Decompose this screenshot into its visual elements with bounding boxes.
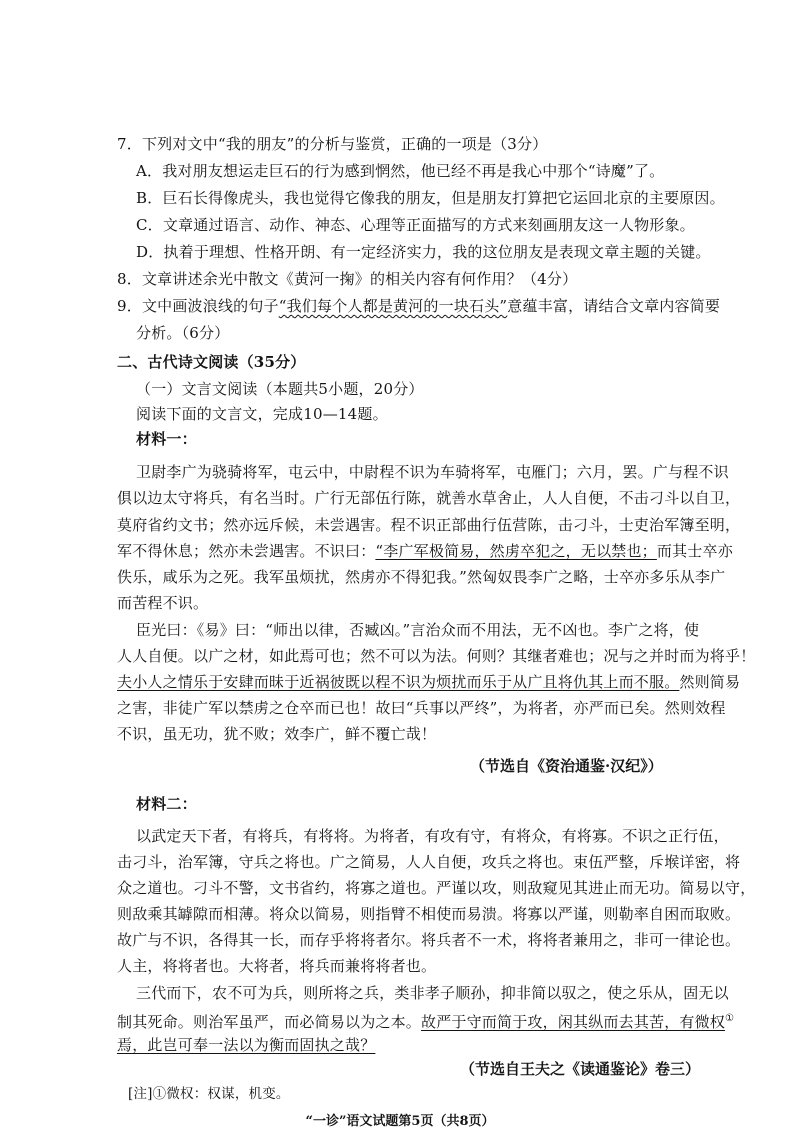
material-2-label: 材料二： xyxy=(136,795,197,813)
material-2-para-1-line-2: 击刁斗，治军簿，守兵之将也。广之简易，人人自便，攻兵之将也。束伍严整，斥堠详密，将 xyxy=(117,853,741,871)
question-9-line-2: 分析。（6分） xyxy=(136,324,230,342)
material-1-underlined-quote: “李广军极简易，然虏卒犯之，无以禁也； xyxy=(375,542,657,560)
page-footer: “一诊”语文试题第5页（共8页） xyxy=(305,1114,495,1129)
material-1-label: 材料一： xyxy=(136,430,197,448)
material-1-para-2-line-1: 臣光曰：《易》曰：“师出以律，否臧凶。”言治众而不用法，无不凶也。李广之将，使 xyxy=(136,621,700,639)
question-9-line-1 xyxy=(117,296,720,316)
material-2-para-2-line-2 xyxy=(117,1009,734,1032)
material-2-source: （节选自王夫之《读通鉴论》卷三） xyxy=(460,1060,701,1078)
material-1-para-1-line-5: 佚乐，咸乐为之死。我军虽烦扰，然虏亦不得犯我。”然匈奴畏李广之略，士卒亦多乐从李广 xyxy=(117,568,726,586)
material-2-line-2-text: 制其死命。则治军虽严，而必简易以为之本。 xyxy=(117,1013,422,1031)
question-7-option-c: C．文章通过语言、动作、神态、心理等正面描写的方式来刻画朋友这一人物形象。 xyxy=(136,216,695,234)
question-7-option-d: D．执着于理想、性格开朗、有一定经济实力，我的这位朋友是表现文章主题的关键。 xyxy=(136,243,711,261)
material-1-line-4-end: 而其士卒亦 xyxy=(656,542,733,560)
material-2-para-1-line-1: 以武定天下者，有将兵，有将将。为将者，有攻有守，有将众，有将寡。不识之正行伍， xyxy=(136,827,729,845)
material-2-para-2-line-3 xyxy=(117,1035,375,1055)
footnote-marker: ① xyxy=(725,1013,735,1024)
section-2-title: 二、古代诗文阅读（35分） xyxy=(117,353,306,371)
question-7-stem: 7．下列对文中“我的朋友”的分析与鉴赏，正确的一项是（3分） xyxy=(117,135,548,153)
material-1-para-1-line-1: 卫尉李广为骁骑将军，屯云中，中尉程不识为车骑将军，屯雁门；六月，罢。广与程不识 xyxy=(136,463,729,481)
footnote: [注]①微权：权谋，机变。 xyxy=(128,1086,290,1102)
material-1-para-2-line-5: 不识，虽无功，犹不败；效李广，鲜不覆亡哉！ xyxy=(117,725,437,743)
material-1-source: （节选自《资治通鉴·汉纪》） xyxy=(470,757,663,775)
section-2-instruction: 阅读下面的文言文，完成10—14题。 xyxy=(136,405,388,423)
question-9-text-start: 9．文中画波浪线的句子 xyxy=(117,297,279,315)
material-1-para-1-line-4 xyxy=(117,541,733,561)
material-2-underlined-sentence: 故严于守而简于攻，闲其纵而去其苦，有微权 xyxy=(421,1013,726,1031)
material-1-para-1-line-2: 俱以边太守将兵，有名当时。广行无部伍行陈，就善水草舍止，人人自便，不击刁斗以自卫， xyxy=(117,489,741,507)
material-2-underlined-sentence-end: 焉，此岂可奉一法以为衡而固执之哉？ xyxy=(117,1036,376,1054)
material-2-para-1-line-4: 则敌乘其罅隙而相薄。将众以简易，则指臂不相使而易溃。将寡以严谨，则勒率自困而取败。 xyxy=(117,905,741,923)
question-9-wavy-quote: “我们每个人都是黄河的一块石头” xyxy=(278,297,508,315)
question-7-option-b: B．巨石长得像虎头，我也觉得它像我的朋友，但是朋友打算把它运回北京的主要原因。 xyxy=(136,189,725,207)
material-1-para-1-line-6: 而苦程不识。 xyxy=(117,594,209,612)
material-1-para-2-line-4: 之害，非徒广军以禁虏之仓卒而已也！故曰“兵事以严终”，为将者，亦严而已矣。然则效程 xyxy=(117,699,726,717)
material-2-para-1-line-6: 人主，将将者也。大将者，将兵而兼将将者也。 xyxy=(117,957,437,975)
section-2-subtitle: （一）文言文阅读（本题共5小题，20分） xyxy=(136,380,424,398)
material-2-para-1-line-5: 故广与不识，各得其一长，而存乎将将者尔。将兵者不一术，将将者兼用之，非可一律论也。 xyxy=(117,931,741,949)
material-1-para-2-line-3-end: 然则简易 xyxy=(679,673,741,691)
material-1-underlined-sentence: 夫小人之情乐于安肆而昧于近祸彼既以程不识为烦扰而乐于从广且将仇其上而不服。 xyxy=(117,673,680,691)
material-2-para-2-line-1: 三代而下，农不可为兵，则所将之兵，类非孝子顺孙，抑非简以驭之，使之乐从，固无以 xyxy=(136,984,729,1002)
question-8: 8．文章讲述余光中散文《黄河一掬》的相关内容有何作用？（4分） xyxy=(117,270,578,288)
material-2-para-1-line-3: 众之道也。刁斗不警，文书省约，将寡之道也。严谨以攻，则敌窥见其进止而无功。简易以守， xyxy=(117,879,756,897)
material-1-line-4-text: 军不得休息；然亦未尝遇害。不识曰： xyxy=(117,542,376,560)
material-1-para-2-line-2: 人人自便。以广之材，如此焉可也；然不可以为法。何则？其继者难也；况与之并时而为将乎！ xyxy=(117,647,756,665)
material-1-para-1-line-3: 莫府省约文书；然亦远斥候，未尝遇害。程不识正部曲行伍营陈，击刁斗，士吏治军簿至明， xyxy=(117,516,741,534)
material-1-para-2-line-3 xyxy=(117,672,740,692)
question-7-option-a: A．我对朋友想运走巨石的行为感到惘然，他已经不再是我心中那个“诗魔”了。 xyxy=(136,162,665,180)
question-9-text-end: 意蕴丰富，请结合文章内容简要 xyxy=(507,297,721,315)
